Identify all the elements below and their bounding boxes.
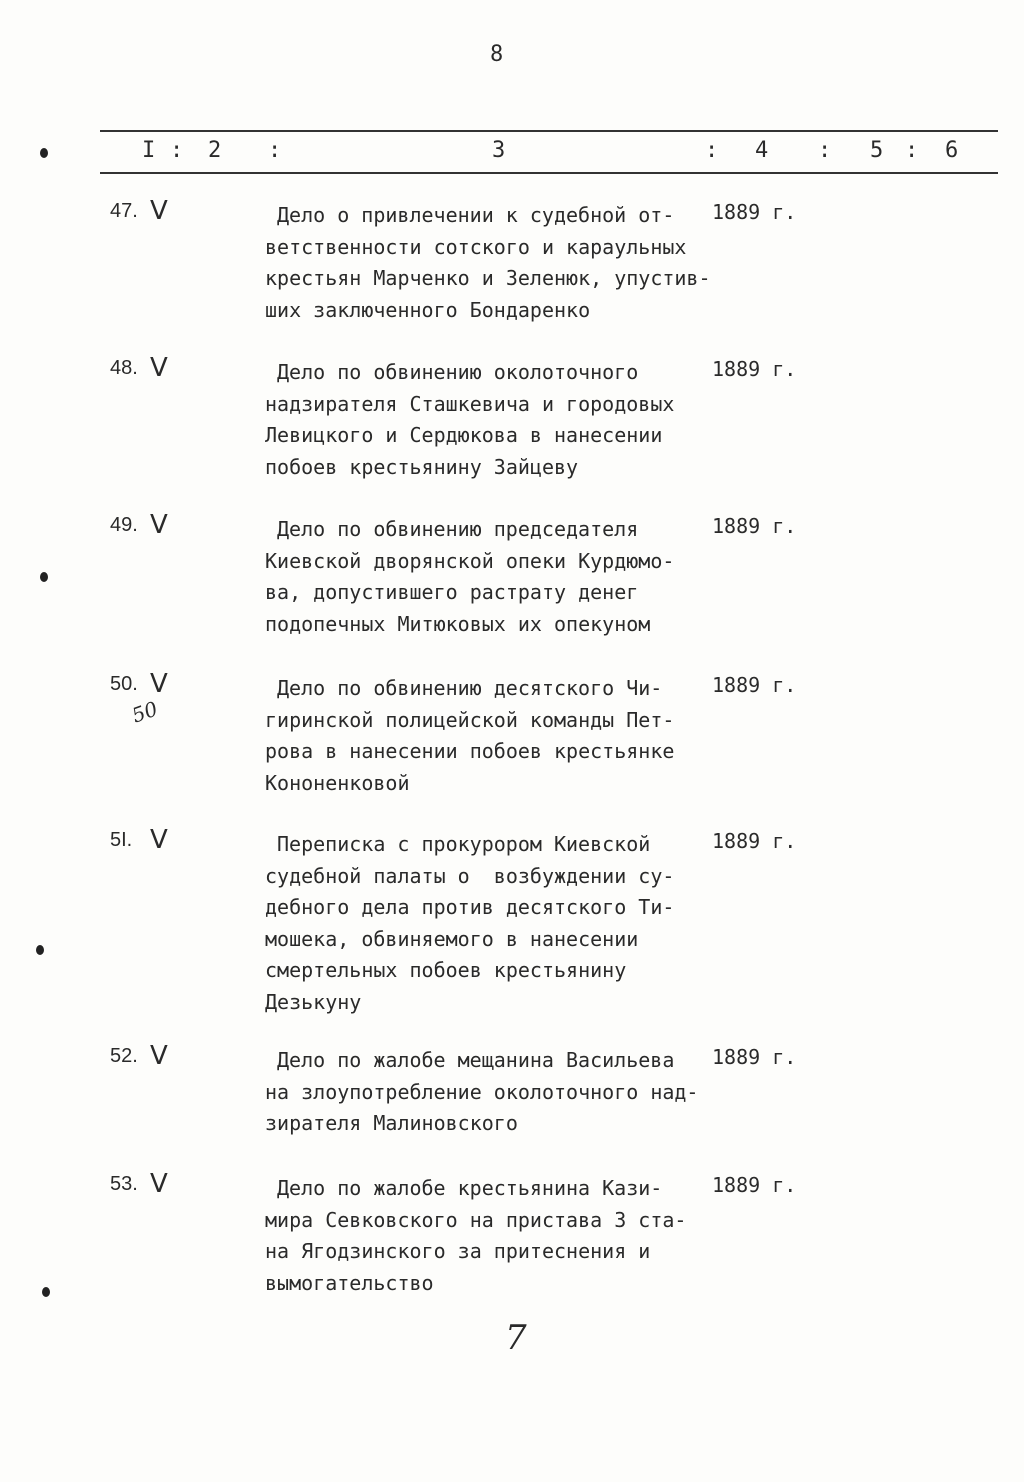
checkmark-icon: V bbox=[150, 353, 168, 383]
description-line: Дело по обвинению десятского Чи- bbox=[277, 676, 663, 700]
description-line: ва, допустившего растрату денег bbox=[265, 580, 639, 604]
description-line: рова в нанесении побоев крестьянке bbox=[265, 739, 675, 763]
entry-description bbox=[265, 1173, 686, 1299]
description-line: надзирателя Сташкевича и городовых bbox=[265, 391, 675, 416]
checkmark-icon: V bbox=[150, 510, 168, 540]
description-line: на злоупотребление околоточного над- bbox=[265, 1079, 699, 1104]
entry-year: 1889 г. bbox=[712, 673, 797, 697]
description-line: Кононенковой bbox=[265, 770, 410, 795]
entry-year: 1889 г. bbox=[712, 514, 797, 538]
description-line: мошека, обвиняемого в нанесении bbox=[265, 926, 639, 951]
entry-number: 48. bbox=[110, 357, 138, 379]
punch-hole-mark bbox=[42, 1287, 50, 1297]
col-sep: : bbox=[818, 138, 832, 163]
col-header-6: 6 bbox=[945, 138, 959, 163]
entry-description bbox=[265, 514, 674, 640]
col-header-4: 4 bbox=[755, 138, 769, 163]
checkmark-icon: V bbox=[150, 825, 168, 855]
entry-description bbox=[265, 673, 674, 799]
description-line: Левицкого и Сердюкова в нанесении bbox=[265, 423, 663, 447]
checkmark-icon: V bbox=[150, 669, 168, 699]
entry-description bbox=[265, 829, 674, 1018]
col-header-2: 2 bbox=[208, 138, 222, 163]
handwritten-note: 50 bbox=[128, 696, 161, 728]
checkmark-icon: V bbox=[150, 1041, 168, 1071]
description-line: ших заключенного Бондаренко bbox=[265, 297, 591, 322]
description-line: Дезькуну bbox=[265, 989, 362, 1014]
col-header-1: I bbox=[142, 138, 156, 163]
entry-number: 52. bbox=[110, 1045, 138, 1067]
description-line: крестьян Марченко и Зеленюк, упустив- bbox=[265, 266, 711, 290]
page-number: 8 bbox=[490, 42, 504, 67]
entry-number: 53. bbox=[110, 1173, 138, 1195]
description-line: Дело по обвинению околоточного bbox=[277, 360, 639, 384]
description-line: Киевской дворянской опеки Курдюмо- bbox=[265, 548, 675, 573]
entry-year: 1889 г. bbox=[712, 1045, 797, 1069]
description-line: вымогательство bbox=[265, 1270, 434, 1295]
description-line: на Ягодзинского за притеснения и bbox=[265, 1239, 651, 1263]
description-line: мира Севковского на пристава 3 ста- bbox=[265, 1207, 687, 1232]
checkmark-icon: V bbox=[150, 1169, 168, 1199]
header-bottom-rule bbox=[100, 172, 998, 174]
entry-year: 1889 г. bbox=[712, 200, 797, 224]
col-sep: : bbox=[905, 138, 919, 163]
col-header-5: 5 bbox=[870, 138, 884, 163]
entry-year: 1889 г. bbox=[712, 829, 797, 853]
entry-number: 49. bbox=[110, 514, 138, 536]
punch-hole-mark bbox=[40, 572, 48, 582]
description-line: гиринской полицейской команды Пет- bbox=[265, 707, 675, 732]
col-sep: : bbox=[170, 138, 184, 163]
description-line: дебного дела против десятского Ти- bbox=[265, 895, 675, 919]
description-line: побоев крестьянину Зайцеву bbox=[265, 454, 579, 479]
checkmark-icon: V bbox=[150, 196, 168, 226]
description-line: подопечных Митюковых их опекуном bbox=[265, 611, 651, 636]
handwritten-footer-number: 7 bbox=[505, 1318, 527, 1358]
description-line: Переписка с прокурором Киевской bbox=[277, 832, 651, 856]
description-line: зирателя Малиновского bbox=[265, 1111, 518, 1135]
description-line: Дело по жалобе крестьянина Кази- bbox=[277, 1176, 663, 1200]
entry-description bbox=[265, 357, 674, 483]
punch-hole-mark bbox=[40, 148, 48, 158]
description-line: ветственности сотского и караульных bbox=[265, 234, 687, 259]
punch-hole-mark bbox=[36, 945, 44, 955]
entry-number: 47. bbox=[110, 200, 138, 222]
header-top-rule bbox=[100, 130, 998, 132]
entry-year: 1889 г. bbox=[712, 357, 797, 381]
description-line: Дело по обвинению председателя bbox=[277, 517, 639, 541]
entry-number: 5I. bbox=[110, 829, 133, 851]
description-line: Дело о привлечении к судебной от- bbox=[277, 203, 675, 227]
description-line: смертельных побоев крестьянину bbox=[265, 958, 627, 982]
description-line: Дело по жалобе мещанина Васильева bbox=[277, 1048, 675, 1072]
entry-number: 50. bbox=[110, 673, 138, 695]
entry-description bbox=[265, 1045, 698, 1140]
entry-description bbox=[265, 200, 711, 326]
description-line: судебной палаты о возбуждении су- bbox=[265, 863, 675, 888]
col-sep: : bbox=[705, 138, 719, 163]
col-sep: : bbox=[268, 138, 282, 163]
entry-year: 1889 г. bbox=[712, 1173, 797, 1197]
col-header-3: 3 bbox=[492, 138, 506, 163]
